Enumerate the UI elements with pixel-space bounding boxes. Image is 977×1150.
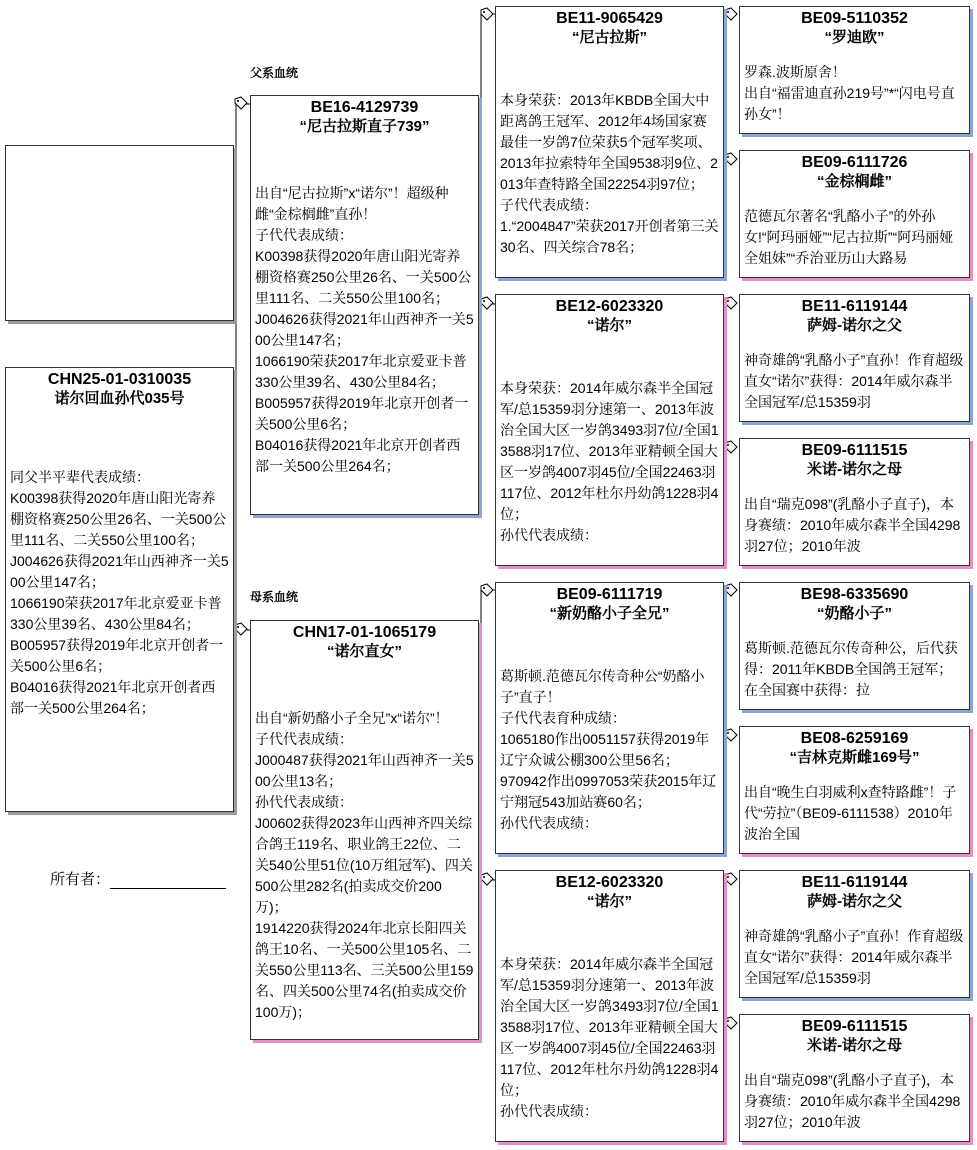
subject-card[interactable] [5, 367, 234, 812]
dam-dam-description: 本身荣获：2014年威尔森半全国冠军/总15359羽分速第一、2013年波治全国大区一岁鸽3493羽7位/全国13588羽17位、2013年亚精顿全国大区一岁鸽4007羽45位/全国22463羽117位、2012年杜尔丹幼鸽1228羽4位； 孙代代表成绩： [500, 956, 719, 1119]
edit-tag-icon[interactable] [234, 622, 248, 636]
owner-label: 所有者： [50, 871, 111, 888]
sds-description: 神奇雄鸽“乳酪小子”直孙！作育超级直女“诺尔”获得：2014年威尔森半全国冠军/总15359羽 [744, 352, 964, 410]
edit-tag-icon[interactable] [480, 583, 494, 597]
sdd-name: 米诺-诺尔之母 [807, 461, 902, 478]
edit-tag-icon[interactable] [234, 96, 248, 110]
ssd-card[interactable] [739, 150, 970, 278]
ssd-ring-number: BE09-6111726 [801, 154, 908, 171]
dds-ring-number: BE11-6119144 [801, 874, 908, 891]
sss-card[interactable] [739, 6, 970, 134]
sss-name: “罗迪欧” [824, 29, 885, 46]
father-line-label: 父系血统 [250, 66, 299, 80]
edit-tag-icon[interactable] [724, 1016, 738, 1030]
dss-description: 葛斯顿.范德瓦尔传奇种公，后代获得：2011年KBDB全国鸽王冠军；在全国赛中获得：拉 [744, 640, 958, 698]
dam-ring-number: CHN17-01-1065179 [292, 624, 437, 641]
dds-name: 萨姆-诺尔之父 [807, 893, 902, 910]
ddd-ring-number: BE09-6111515 [801, 1018, 908, 1035]
subject-description: 同父半平辈代表成绩： K00398获得2020年唐山阳光寄养棚资格赛250公里26名、一关500公里111名、二关550公里100名； J004626获得2021年山西神齐一关500公里147名； 1066190荣获2017年北京爱亚卡普330公里39名、430公里84名； B005957获得2019年北京开创者一关500公里6名； B04016获得2021年北京开创者西部一关500公里264名； [10, 469, 229, 716]
sire-dam-description: 本身荣获：2014年威尔森半全国冠军/总15359羽分速第一、2013年波治全国大区一岁鸽3493羽7位/全国13588羽17位、2013年亚精顿全国大区一岁鸽4007羽45位/全国22463羽117位、2012年杜尔丹幼鸽1228羽4位； 孙代代表成绩： [500, 380, 719, 543]
dam-dam-name: “诺尔” [586, 893, 632, 910]
sdd-card[interactable] [739, 438, 970, 566]
dam-sire-card[interactable] [495, 582, 724, 854]
sire-sire-ring-number: BE11-9065429 [556, 10, 663, 27]
ssd-description: 范德瓦尔著名“乳酪小子”的外孙女!“阿玛丽娅”“尼古拉斯”“阿玛丽娅全姐妹”“乔治亚历山大路易 [744, 208, 954, 266]
sire-sire-description: 本身荣获：2013年KBDB全国大中距离鸽王冠军、2012年4场国家赛最佳一岁鸽7位荣获5个冠军奖项、2013年拉索特年全国9538羽9位、2013年查特路全国22254羽97位； 子代代表成绩： 1.“2004847”荣获2017开创者第三关30名、四关综合78名； [500, 92, 719, 255]
edit-tag-icon[interactable] [724, 440, 738, 454]
pigeon-photo-placeholder [5, 145, 234, 321]
sds-name: 萨姆-诺尔之父 [807, 317, 902, 334]
subject-name: 诺尔回血孙代035号 [54, 390, 185, 407]
sire-dam-card[interactable] [495, 294, 724, 566]
dds-card[interactable] [739, 870, 970, 998]
ddd-description: 出自“瑞克098”(乳酪小子直子)，本身赛绩：2010年威尔森半全国4298羽27位；2010年波 [744, 1072, 961, 1130]
dam-card[interactable] [250, 620, 479, 1040]
sire-sire-card[interactable] [495, 6, 724, 278]
edit-tag-icon[interactable] [724, 7, 738, 21]
dam-sire-description: 葛斯顿.范德瓦尔传奇种公“奶酪小子”直子！ 子代代表育种成绩： 1065180作出0051157获得2019年辽宁众诚公棚300公里56名； 970942作出0997053荣获2015年辽宁翔冠543加站赛60名； 孙代代表成绩： [500, 668, 717, 831]
sire-name: “尼古拉斯直子739” [299, 118, 430, 135]
edit-tag-icon[interactable] [480, 296, 494, 310]
owner-field [50, 868, 226, 889]
dds-description: 神奇雄鸽“乳酪小子”直孙！作育超级直女“诺尔”获得：2014年威尔森半全国冠军/总15359羽 [744, 928, 964, 986]
edit-tag-icon[interactable] [480, 7, 494, 21]
sire-dam-ring-number: BE12-6023320 [555, 298, 664, 315]
sire-dam-name: “诺尔” [586, 317, 632, 334]
edit-tag-icon[interactable] [724, 296, 738, 310]
sire-sire-name: “尼古拉斯” [571, 29, 647, 46]
dam-dam-ring-number: BE12-6023320 [555, 874, 664, 891]
sss-description: 罗森.波斯原舍！ 出自“福雷迪直孙219号”*“闪电号直孙女”！ [744, 64, 955, 122]
edit-tag-icon[interactable] [724, 583, 738, 597]
dss-name: “奶酪小子” [816, 605, 892, 622]
dam-dam-card[interactable] [495, 870, 724, 1142]
edit-tag-icon[interactable] [724, 728, 738, 742]
dsd-name: “吉林克斯雌169号” [789, 749, 920, 766]
subject-ring-number: CHN25-01-0310035 [47, 371, 192, 388]
edit-tag-icon[interactable] [724, 872, 738, 886]
dam-name: “诺尔直女” [326, 643, 402, 660]
dam-description: 出自“新奶酪小子全兄”x“诺尔”！ 子代代表成绩： J000487获得2021年山西神齐一关500公里13名； 孙代代表成绩： J00602获得2023年山西神齐四关综合鸽王119名、职业鸽王22位、二关540公里51位(10万组冠军)、四关500公里282名(拍卖成交价200万)； 1914220获得2024年北京长阳四关鸽王10名、一关500公里105名、二关550公里113名、三关500公里159名、四关500公里74名(拍卖成交价100万)； [255, 710, 474, 1020]
sdd-description: 出自“瑞克098”(乳酪小子直子)，本身赛绩：2010年威尔森半全国4298羽27位；2010年波 [744, 496, 961, 554]
dsd-description: 出自“晚生白羽威利x查特路雌”！子代“劳拉”（BE09-6111538）2010年波治全国 [744, 784, 957, 842]
sire-card[interactable] [250, 95, 479, 515]
sds-card[interactable] [739, 294, 970, 422]
dsd-ring-number: BE08-6259169 [800, 730, 909, 747]
mother-line-label: 母系血统 [250, 590, 299, 604]
dam-sire-name: “新奶酪小子全兄” [549, 605, 670, 622]
ddd-card[interactable] [739, 1014, 970, 1142]
sdd-ring-number: BE09-6111515 [801, 442, 908, 459]
dsd-card[interactable] [739, 726, 970, 854]
ssd-name: “金棕榈雌” [816, 173, 892, 190]
sire-ring-number: BE16-4129739 [310, 99, 419, 116]
edit-tag-icon[interactable] [724, 152, 738, 166]
sire-description: 出自“尼古拉斯”x“诺尔”！超级种雌“金棕榈雌”直孙！ 子代代表成绩： K00398获得2020年唐山阳光寄养棚资格赛250公里26名、一关500公里111名、二关550公里100名； J004626获得2021年山西神齐一关500公里147名； 1066190荣获2017年北京爱亚卡普330公里39名、430公里84名； B005957获得2019年北京开创者一关500公里6名； B04016获得2021年北京开创者西部一关500公里264名； [255, 185, 474, 474]
sss-ring-number: BE09-5110352 [801, 10, 908, 27]
dss-card[interactable] [739, 582, 970, 710]
edit-tag-icon[interactable] [480, 872, 494, 886]
owner-input-line[interactable] [110, 874, 226, 889]
dss-ring-number: BE98-6335690 [800, 586, 909, 603]
sds-ring-number: BE11-6119144 [801, 298, 908, 315]
dam-sire-ring-number: BE09-6111719 [556, 586, 663, 603]
ddd-name: 米诺-诺尔之母 [807, 1037, 902, 1054]
